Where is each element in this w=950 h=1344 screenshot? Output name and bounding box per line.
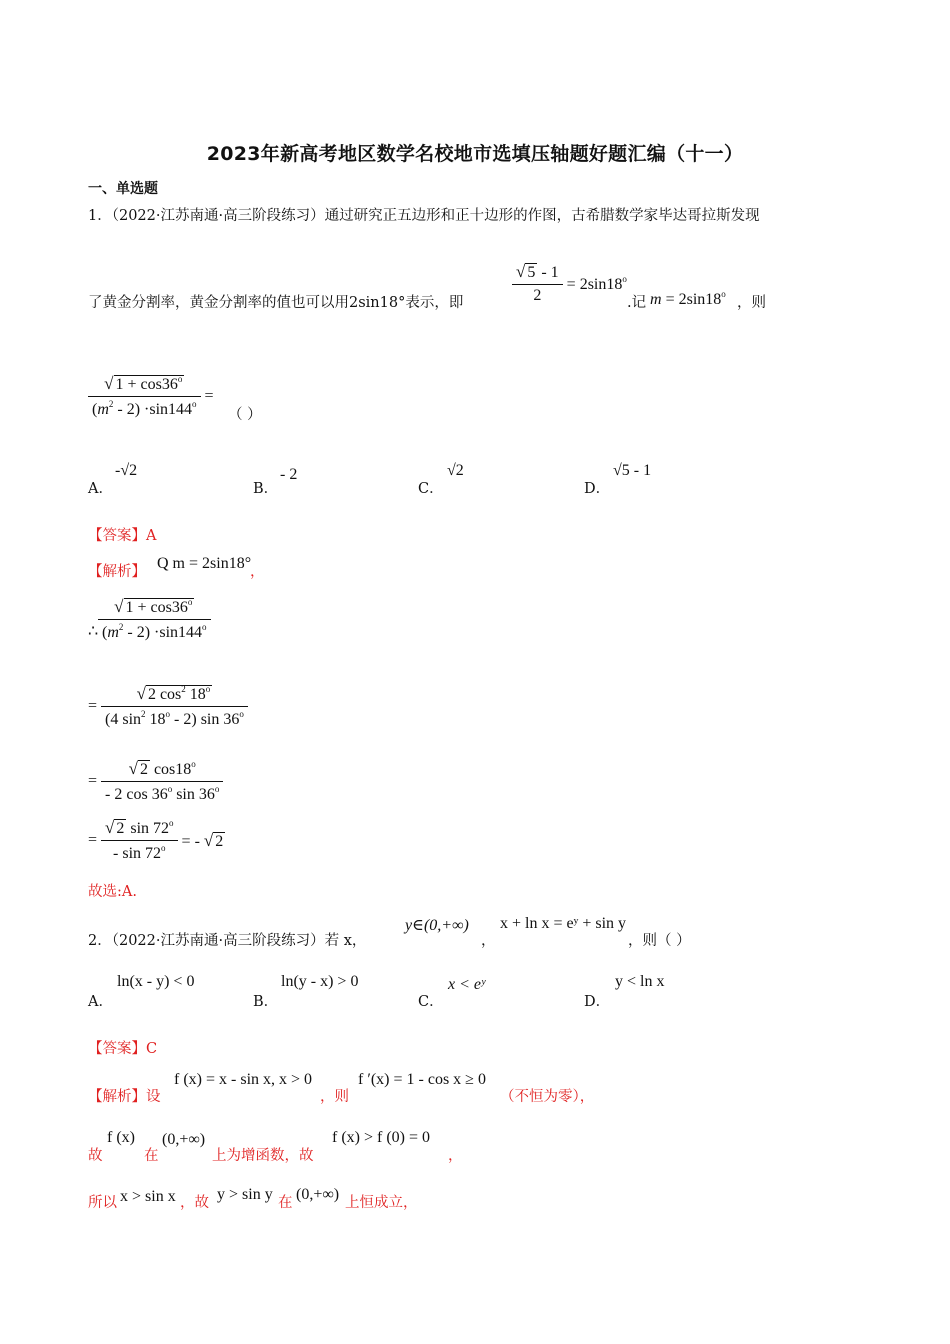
q2-condition-1: y∈(0,+∞)	[405, 917, 469, 934]
q2-in: 在	[144, 1148, 159, 1164]
q2-f-of-x: f (x)	[107, 1129, 135, 1146]
q1-stem-line2c: ，则	[737, 295, 766, 311]
q1-answer	[88, 524, 156, 545]
q2-option-a: ln(x - y) < 0	[117, 973, 195, 990]
q2-analysis-label	[88, 1085, 161, 1106]
answer-value: C	[146, 1041, 158, 1057]
q2-therefore: 所以	[88, 1195, 117, 1211]
q2-comma: ，	[481, 933, 496, 949]
answer-label: 【答案】	[88, 528, 146, 544]
q2-hence: ，故	[180, 1195, 209, 1211]
therefore-symbol: ∴	[88, 623, 99, 640]
q1-expression: $\frac{√ 1 + \cos 36^o}{(m^2 - 2) \cdot\sin 144^o}$ =	[88, 374, 214, 419]
q2-in-2: 在	[278, 1195, 293, 1211]
q2-interval-2: (0,+∞)	[296, 1186, 340, 1203]
page-title: 2023年新高考地区数学名校地市选填压轴题好题汇编（十一）	[206, 143, 744, 165]
answer-label: 【答案】	[88, 1041, 146, 1057]
q2-option-d-label: D．	[584, 994, 611, 1010]
q1-option-a-label: A．	[88, 481, 113, 497]
q1-stem-line2a: 了黄金分割率，黄金分割率的值也可以用2sin18°表示，即	[88, 295, 464, 311]
q2-comma-2: ，	[448, 1148, 463, 1164]
q2-stem-end: ，则（ ）	[628, 933, 691, 949]
q2-option-c-label: C．	[418, 994, 444, 1010]
q2-so: 故	[88, 1148, 103, 1164]
q2-stem-start: 2．（2022·江苏南通·高三阶段练习）若 x，	[88, 933, 367, 949]
q1-stem-line1: 1．（2022·江苏南通·高三阶段练习）通过研究正五边形和正十边形的作图，古希腊数学家毕达哥拉斯发现	[88, 208, 760, 224]
q1-analysis-premise: Q m = 2sin18°	[157, 555, 252, 572]
analysis-set: 设	[146, 1089, 161, 1105]
q2-always-holds: 上恒成立，	[345, 1195, 418, 1211]
q1-option-d-label: D．	[584, 481, 611, 497]
q2-y-gt-siny: y > sin y	[217, 1186, 273, 1203]
q1-option-b-label: B．	[253, 481, 279, 497]
q1-option-c-label: C．	[418, 481, 444, 497]
step-1: $\frac{√ 1 + \cos 36^o}{(m^2 - 2) \cdot\sin 144^o}$	[98, 597, 211, 642]
q2-option-a-label: A．	[88, 994, 113, 1010]
answer-value: A	[146, 528, 157, 544]
section-heading: 一、单选题	[88, 181, 158, 197]
q2-option-c: x < eʸ	[448, 976, 486, 993]
q1-option-a: -√2	[115, 462, 138, 479]
q2-option-b: ln(y - x) > 0	[281, 973, 359, 990]
golden-ratio-formula: $\frac{√ 5 - 1}{2}$ = $2\sin 18^o$	[512, 262, 627, 305]
q1-analysis-label: 【解析】	[88, 564, 146, 580]
q2-inequality: f (x) > f (0) = 0	[332, 1129, 431, 1146]
q2-condition-2: x + ln x = eʸ + sin y	[500, 915, 627, 932]
q2-increasing: 上为增函数，故	[212, 1148, 314, 1164]
q2-derivative: f ′(x) = 1 - cos x ≥ 0	[358, 1071, 486, 1088]
q2-answer	[88, 1037, 157, 1058]
q1-conclusion: 故选:A.	[88, 884, 137, 900]
q1-bracket: （ ）	[228, 407, 262, 423]
q2-function-def: f (x) = x - sin x, x > 0	[174, 1071, 313, 1088]
q1-option-d: √5 - 1	[613, 462, 652, 479]
step-3: = $\frac{√ 2 \cos 18^o}{- 2 \cos 36^o \sin 36^o}$	[88, 759, 223, 804]
q2-option-d: y < ln x	[615, 973, 665, 990]
q1-option-c: √2	[447, 462, 464, 479]
q1-analysis-comma: ，	[250, 564, 265, 580]
q2-x-gt-sinx: x > sin x	[120, 1188, 176, 1205]
step-4: = $\frac{√ 2 \sin 72^o}{- \sin 72^o}$ = - √ 2	[88, 818, 224, 862]
q2-option-b-label: B．	[253, 994, 279, 1010]
q2-then: ，则	[320, 1089, 349, 1105]
q2-not-always-zero: （不恒为零），	[500, 1089, 595, 1105]
analysis-label: 【解析】	[88, 1089, 146, 1105]
q1-option-b: - 2	[280, 466, 298, 483]
m-definition: $m = 2\sin 18^o$	[650, 289, 726, 308]
step-2: = $\frac{√ 2 \cos^2 18^o}{(4 \sin^2 18^o - 2) \sin 36^o}$	[88, 684, 248, 729]
q1-stem-line2b: .记	[627, 295, 647, 311]
q2-interval: (0,+∞)	[162, 1131, 206, 1148]
